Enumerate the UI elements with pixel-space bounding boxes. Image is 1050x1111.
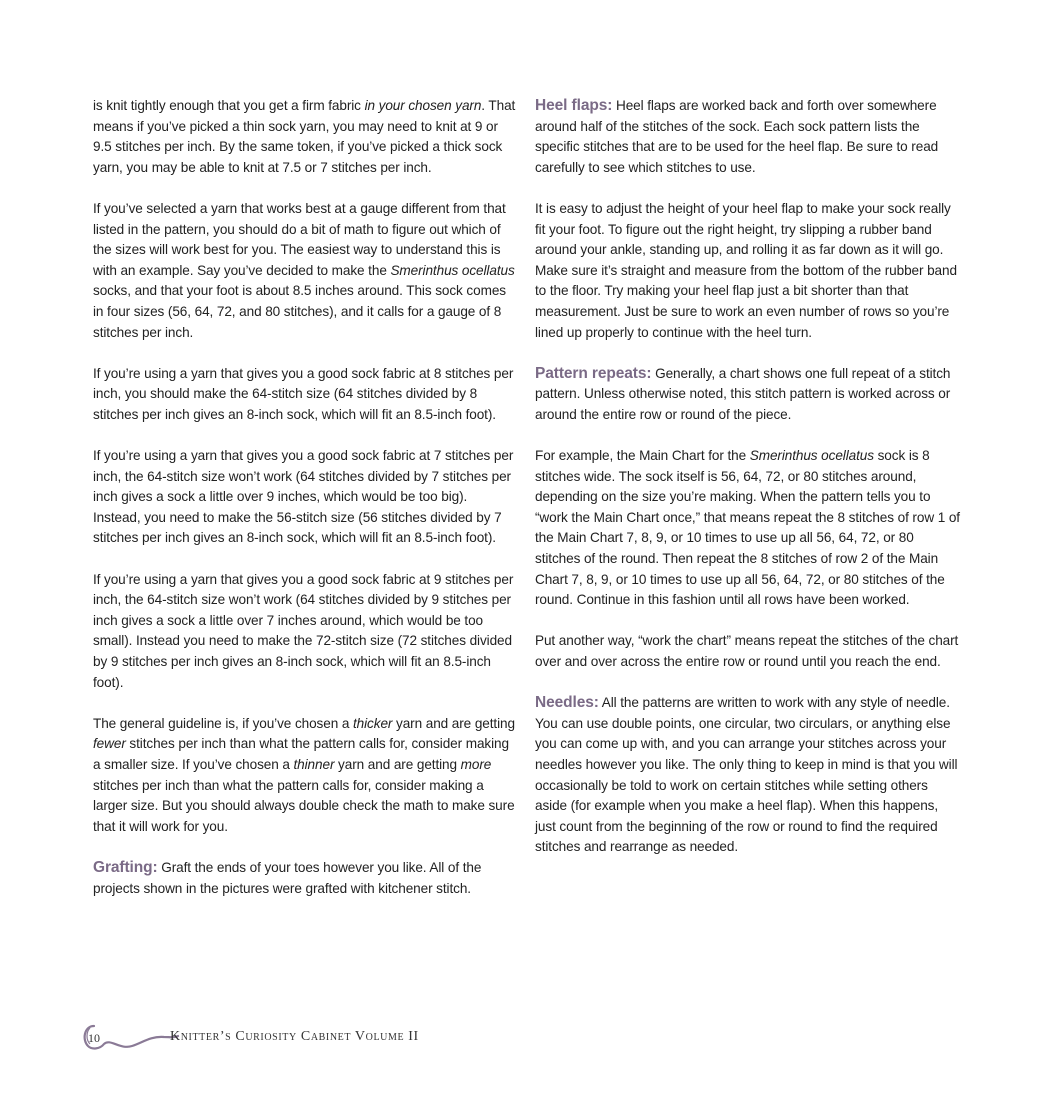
paragraph: If you’re using a yarn that gives you a good sock fabric at 9 stitches per inch, the 64-stitch size won’t work (64 stitches divided by 9 stitches per inch gives a sock a little over 7 inches around, which would be too small). Instead you need to make the 72-stitch size (72 stitches divided by 9 stitches per inch gives an 8-inch sock, which will fit an 8.5-inch foot).: [93, 571, 514, 690]
page-number: 10: [88, 1031, 100, 1045]
section-heading: Grafting:: [93, 858, 158, 876]
paragraph: is knit tightly enough that you get a firm fabric in your chosen yarn. That means if you’ve picked a thin sock yarn, you may need to knit at 9 or 9.5 stitches per inch. By the same token, if you’ve picked a thick sock yarn, you may be able to knit at 7.5 or 7 stitches per inch.: [93, 98, 516, 175]
needles-section: Needles: All the patterns are written to work with any style of needle. You can use double points, one circular, two circulars, or anything else you can come up with, and you can arrange your stitches across your needles however you like. The only thing to keep in mind is that you will occasionally be told to work on certain stitches while setting others aside (for example when you make a heel flap). When this happens, just count from the beginning of the row or round to find the required stitches and rearrange as needed.: [535, 694, 958, 855]
section-heading: Needles:: [535, 694, 599, 712]
paragraph: If you’re using a yarn that gives you a good sock fabric at 7 stitches per inch, the 64-stitch size won’t work (64 stitches divided by 7 stitches per inch gives a sock a little over 9 inches, which would be too big). Instead, you need to make the 56-stitch size (56 stitches divided by 7 stitches per inch gives an 8-inch sock, which will fit an 8.5-inch foot).: [93, 448, 514, 546]
left-column: [93, 96, 518, 920]
paragraph: For example, the Main Chart for the Smerinthus ocellatus sock is 8 stitches wide. The sock itself is 56, 64, 72, or 80 stitches around, depending on the size you’re making. When the pattern tells you to “work the Main Chart once,” that means repeat the 8 stitches of row 1 of the Main Chart 7, 8, 9, or 10 times to use up all 56, 64, 72, or 80 stitches of the round. Then repeat the 8 stitches of row 2 of the Main Chart 7, 8, 9, or 10 times to use up all 56, 64, 72, or 80 stitches of the round. Continue in this fashion until all rows have been worked.: [535, 448, 960, 608]
running-footer-title: Knitter’s Curiosity Cabinet Volume II: [170, 1029, 419, 1044]
pattern-repeats-section: Pattern repeats: Generally, a chart shows one full repeat of a stitch pattern. Unless otherwise noted, this stitch pattern is worked across or around the entire row or round of the piece.: [535, 364, 951, 422]
paragraph: The general guideline is, if you’ve chosen a thicker yarn and are getting fewer stitches per inch than what the pattern calls for, consider making a smaller size. If you’ve chosen a thinner yarn and are getting more stitches per inch than what the pattern calls for, consider making a larger size. But you should always double check the math to make sure that it will work for you.: [93, 715, 515, 834]
grafting-section: Grafting: Graft the ends of your toes however you like. All of the projects shown in the pictures were grafted with kitchener stitch.: [93, 858, 482, 896]
section-heading: Heel flaps:: [535, 97, 613, 114]
paragraph: If you’re using a yarn that gives you a good sock fabric at 8 stitches per inch, you should make the 64-stitch size (64 stitches divided by 8 stitches per inch gives an 8-inch sock, which will fit an 8.5-inch foot).: [93, 365, 514, 422]
heel-flaps-section: Heel flaps: Heel flaps are worked back and forth over somewhere around half of the stitches of the sock. Each sock pattern lists the specific stitches that are to be used for the heel flap. Be sure to read carefully to see which stitches to use.: [535, 97, 939, 175]
section-heading: Pattern repeats:: [535, 364, 652, 382]
paragraph: If you’ve selected a yarn that works best at a gauge different from that listed in the pattern, you should do a bit of math to figure out which of the sizes will work best for you. The easiest way to understand this is with an example. Say you’ve decided to make the Smerinthus ocellatus socks, and that your foot is about 8.5 inches around. This sock comes in four sizes (56, 64, 72, and 80 stitches), and it calls for a gauge of 8 stitches per inch.: [93, 200, 515, 340]
right-column: [535, 96, 960, 879]
page-footer: [80, 1022, 500, 1054]
paragraph: Put another way, “work the chart” means repeat the stitches of the chart over and over across the entire row or round until you reach the end.: [535, 633, 959, 670]
paragraph: It is easy to adjust the height of your heel flap to make your sock really fit your foot. To figure out the right height, try slipping a rubber band around your ankle, standing up, and rolling it as far down as it will go. Make sure it’s straight and measure from the bottom of the rubber band to the floor. Try making your heel flap just a bit shorter than that measurement. Just be sure to work an even number of rows so you’re lined up properly to continue with the heel turn.: [535, 200, 957, 340]
